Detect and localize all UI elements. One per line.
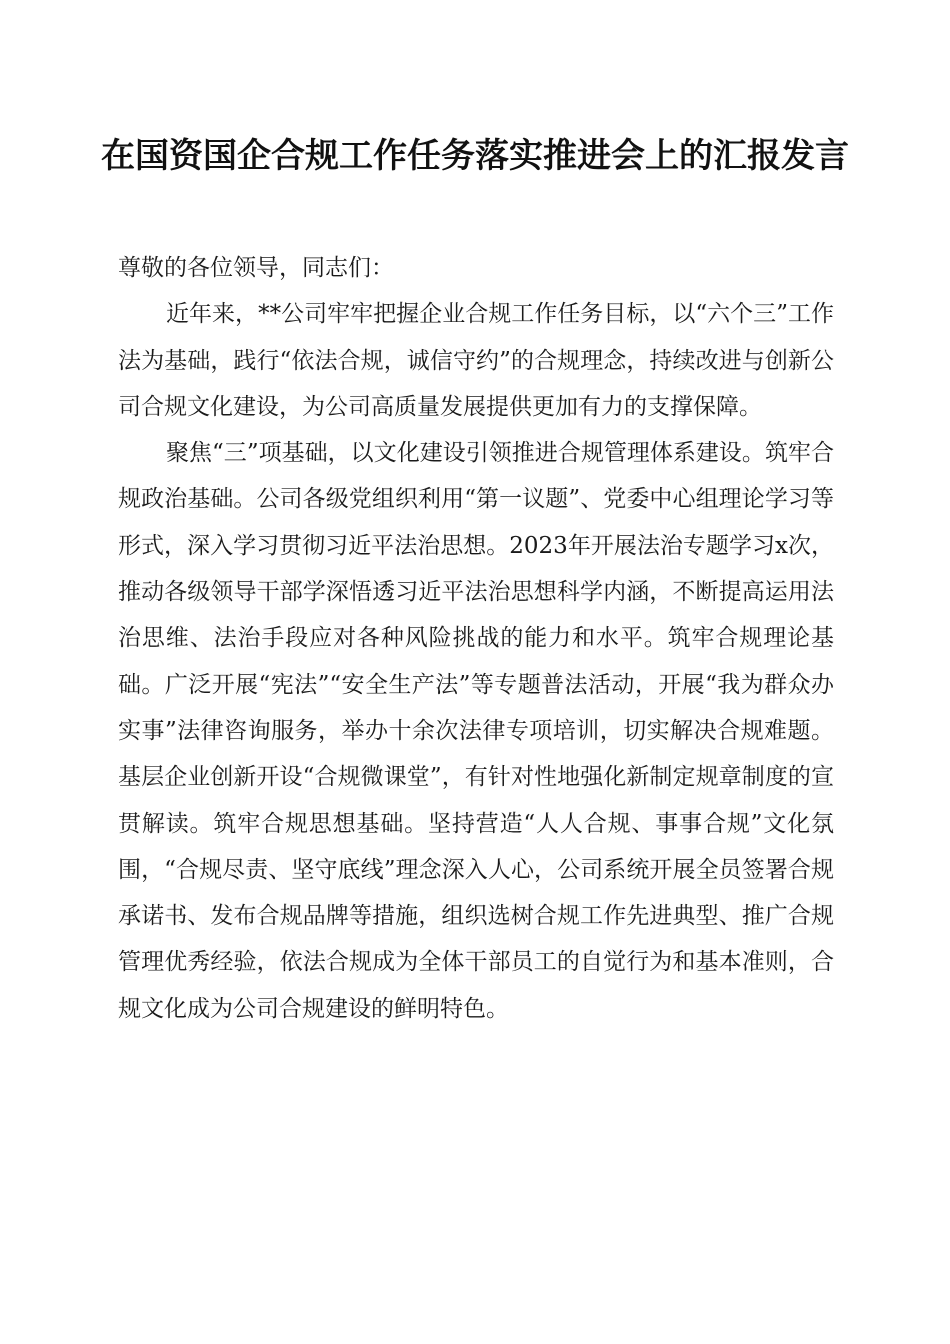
document-body [118,245,834,1032]
salutation: 尊敬的各位领导，同志们： [118,255,394,281]
paragraph-foundations: 聚焦“三”项基础，以文化建设引领推进合规管理体系建设。筑牢合规政治基础。公司各级党组织利用“第一议题”、党委中心组理论学习等形式，深入学习贯彻习近平法治思想。2023年开展法治专题学习x次，推动各级领导干部学深悟透习近平法治思想科学内涵，不断提高运用法治思维、法治手段应对各种风险挑战的能力和水平。筑牢合规理论基础。广泛开展“宪法”“安全生产法”等专题普法活动，开展“我为群众办实事”法律咨询服务，举办十余次法律专项培训，切实解决合规难题。基层企业创新开设“合规微课堂”，有针对性地强化新制定规章制度的宣贯解读。筑牢合规思想基础。坚持营造“人人合规、事事合规”文化氛围，“合规尽责、坚守底线”理念深入人心，公司系统开展全员签署合规承诺书、发布合规品牌等措施，组织选树合规工作先进典型、推广合规管理优秀经验，依法合规成为全体干部员工的自觉行为和基本准则，合规文化成为公司合规建设的鲜明特色。 [118,440,834,1022]
document-title: 在国资国企合规工作任务落实推进会上的汇报发言 [101,136,849,176]
paragraph-intro: 近年来，**公司牢牢把握企业合规工作任务目标，以“六个三”工作法为基础，践行“依法合规，诚信守约”的合规理念，持续改进与创新公司合规文化建设，为公司高质量发展提供更加有力的支撑保障。 [118,301,834,420]
